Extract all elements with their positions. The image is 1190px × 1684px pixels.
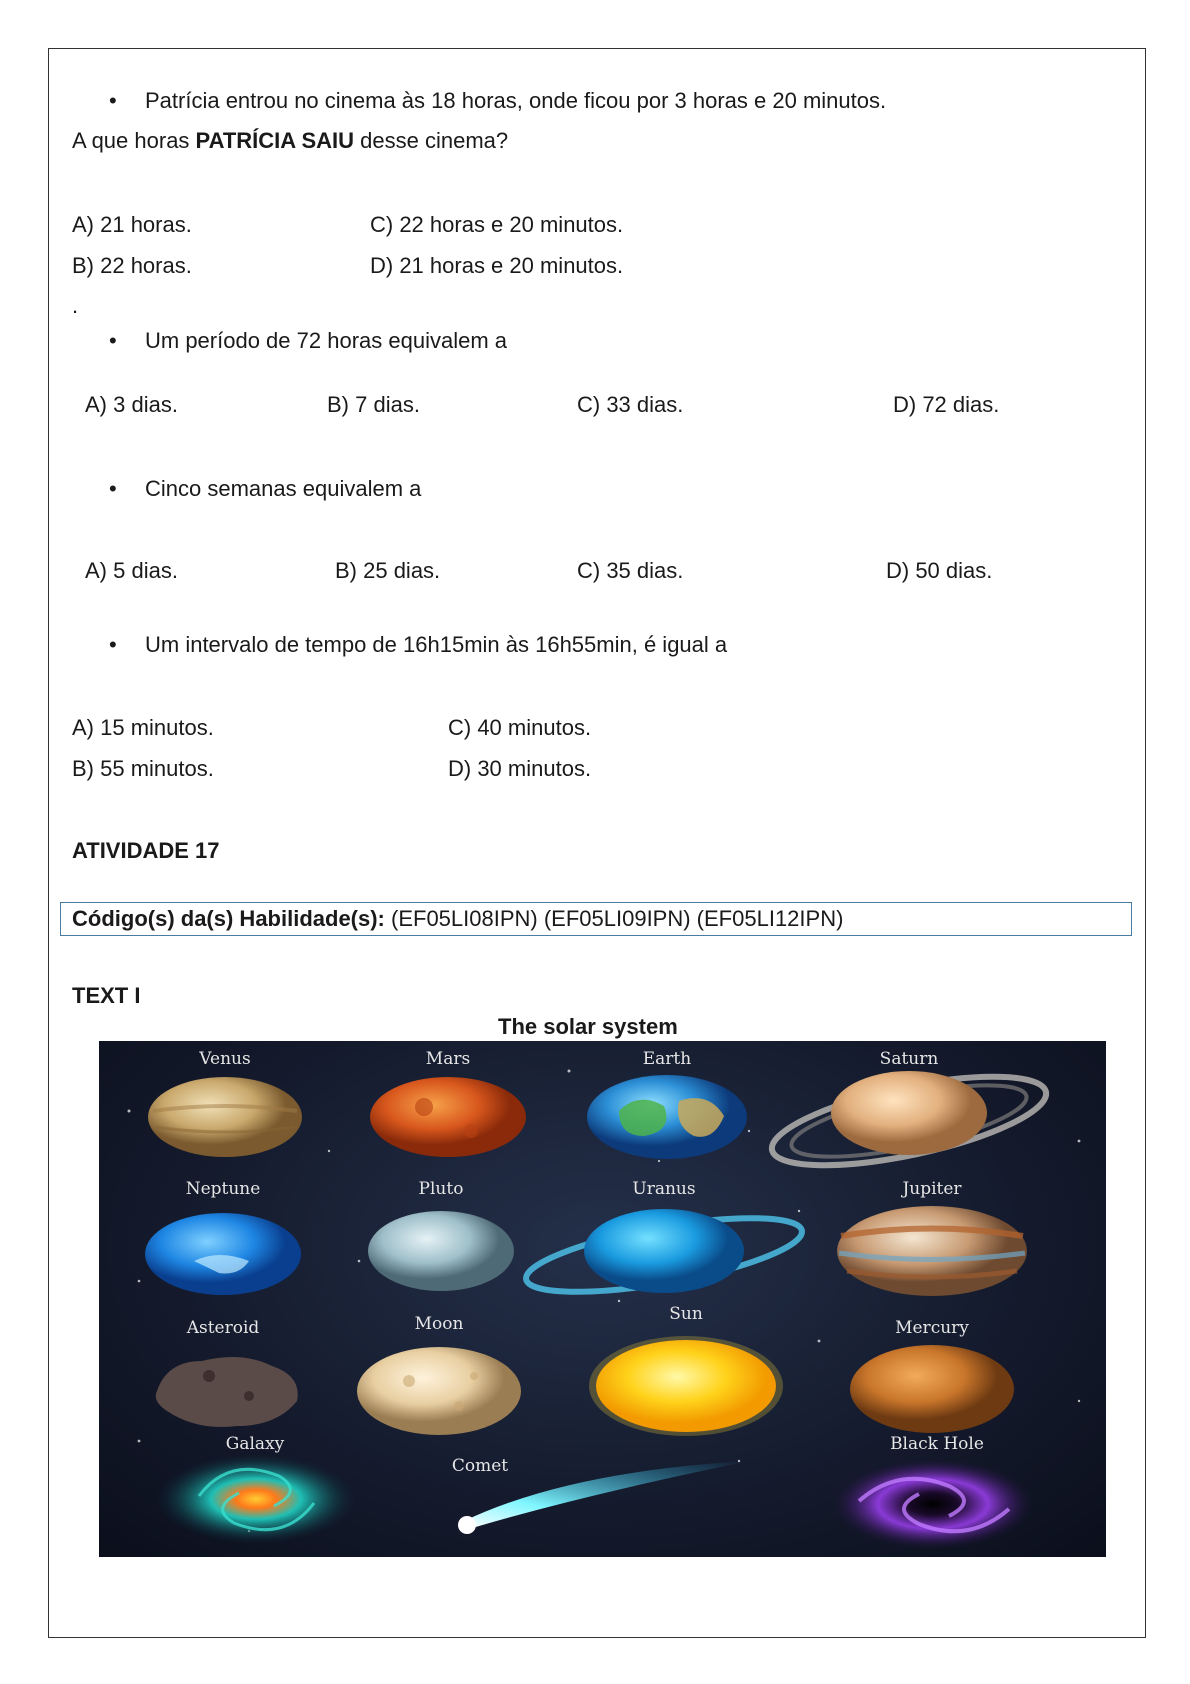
q4-option-d: D) 30 minutos. <box>448 756 592 781</box>
jupiter-planet <box>837 1206 1027 1296</box>
pluto-planet <box>368 1211 514 1291</box>
uranus-planet <box>584 1209 744 1293</box>
label-uranus: Uranus <box>632 1179 696 1199</box>
q1-statement: • Patrícia entrou no cinema às 18 horas, onde ficou por 3 horas e 20 minutos. <box>145 88 886 114</box>
label-asteroid: Asteroid <box>186 1318 260 1338</box>
q1-question: A que horas PATRÍCIA SAIU desse cinema? <box>72 128 509 153</box>
q1-option-d: D) 21 horas e 20 minutos. <box>370 253 624 278</box>
comet-head <box>458 1516 476 1534</box>
q4-statement: • Um intervalo de tempo de 16h15min às 16h55min, é igual a <box>145 632 727 658</box>
q1-option-a: A) 21 horas. <box>72 212 192 237</box>
neptune-planet <box>145 1213 301 1295</box>
asteroid-rock <box>156 1357 298 1427</box>
label-sun: Sun <box>669 1304 703 1324</box>
q3-statement: • Cinco semanas equivalem a <box>145 476 421 502</box>
q3-option-a: A) 5 dias. <box>85 558 178 583</box>
q2-option-b: B) 7 dias. <box>327 392 420 417</box>
skills-line: Código(s) da(s) Habilidade(s): (EF05LI08IPN) (EF05LI09IPN) (EF05LI12IPN) <box>72 906 844 931</box>
q3-option-b: B) 25 dias. <box>335 558 441 583</box>
q4-option-c: C) 40 minutos. <box>448 715 592 740</box>
q4-option-a: A) 15 minutos. <box>72 715 214 740</box>
q1-option-c: C) 22 horas e 20 minutos. <box>370 212 624 237</box>
label-pluto: Pluto <box>418 1179 464 1199</box>
q2-option-d: D) 72 dias. <box>893 392 1000 417</box>
q1-option-b: B) 22 horas. <box>72 253 192 278</box>
sun-star <box>596 1340 776 1432</box>
label-mars: Mars <box>425 1049 471 1069</box>
text-label: TEXT I <box>72 983 141 1008</box>
label-moon: Moon <box>414 1314 464 1334</box>
label-jupiter: Jupiter <box>902 1179 962 1199</box>
label-venus: Venus <box>199 1049 251 1069</box>
saturn-planet <box>831 1071 987 1155</box>
label-neptune: Neptune <box>185 1179 261 1199</box>
q2-option-c: C) 33 dias. <box>577 392 684 417</box>
q2-option-a: A) 3 dias. <box>85 392 178 417</box>
label-saturn: Saturn <box>879 1049 939 1069</box>
q2-statement: • Um período de 72 horas equivalem a <box>145 328 507 354</box>
label-black-hole: Black Hole <box>890 1434 984 1454</box>
label-galaxy: Galaxy <box>225 1434 285 1454</box>
q3-option-c: C) 35 dias. <box>577 558 684 583</box>
black-hole <box>833 1459 1033 1549</box>
solar-system-illustration <box>99 1041 1106 1557</box>
venus-planet <box>148 1077 302 1157</box>
stray-dot: . <box>72 293 79 318</box>
q3-option-d: D) 50 dias. <box>886 558 993 583</box>
label-mercury: Mercury <box>895 1318 969 1338</box>
mars-planet <box>370 1077 526 1157</box>
image-title: The solar system <box>498 1014 678 1039</box>
mercury-planet <box>850 1345 1014 1433</box>
q4-option-b: B) 55 minutos. <box>72 756 214 781</box>
moon-body <box>357 1347 521 1435</box>
label-comet: Comet <box>451 1456 509 1476</box>
label-earth: Earth <box>642 1049 692 1069</box>
activity-title: ATIVIDADE 17 <box>72 838 220 863</box>
solar-system-image <box>99 1041 1106 1557</box>
